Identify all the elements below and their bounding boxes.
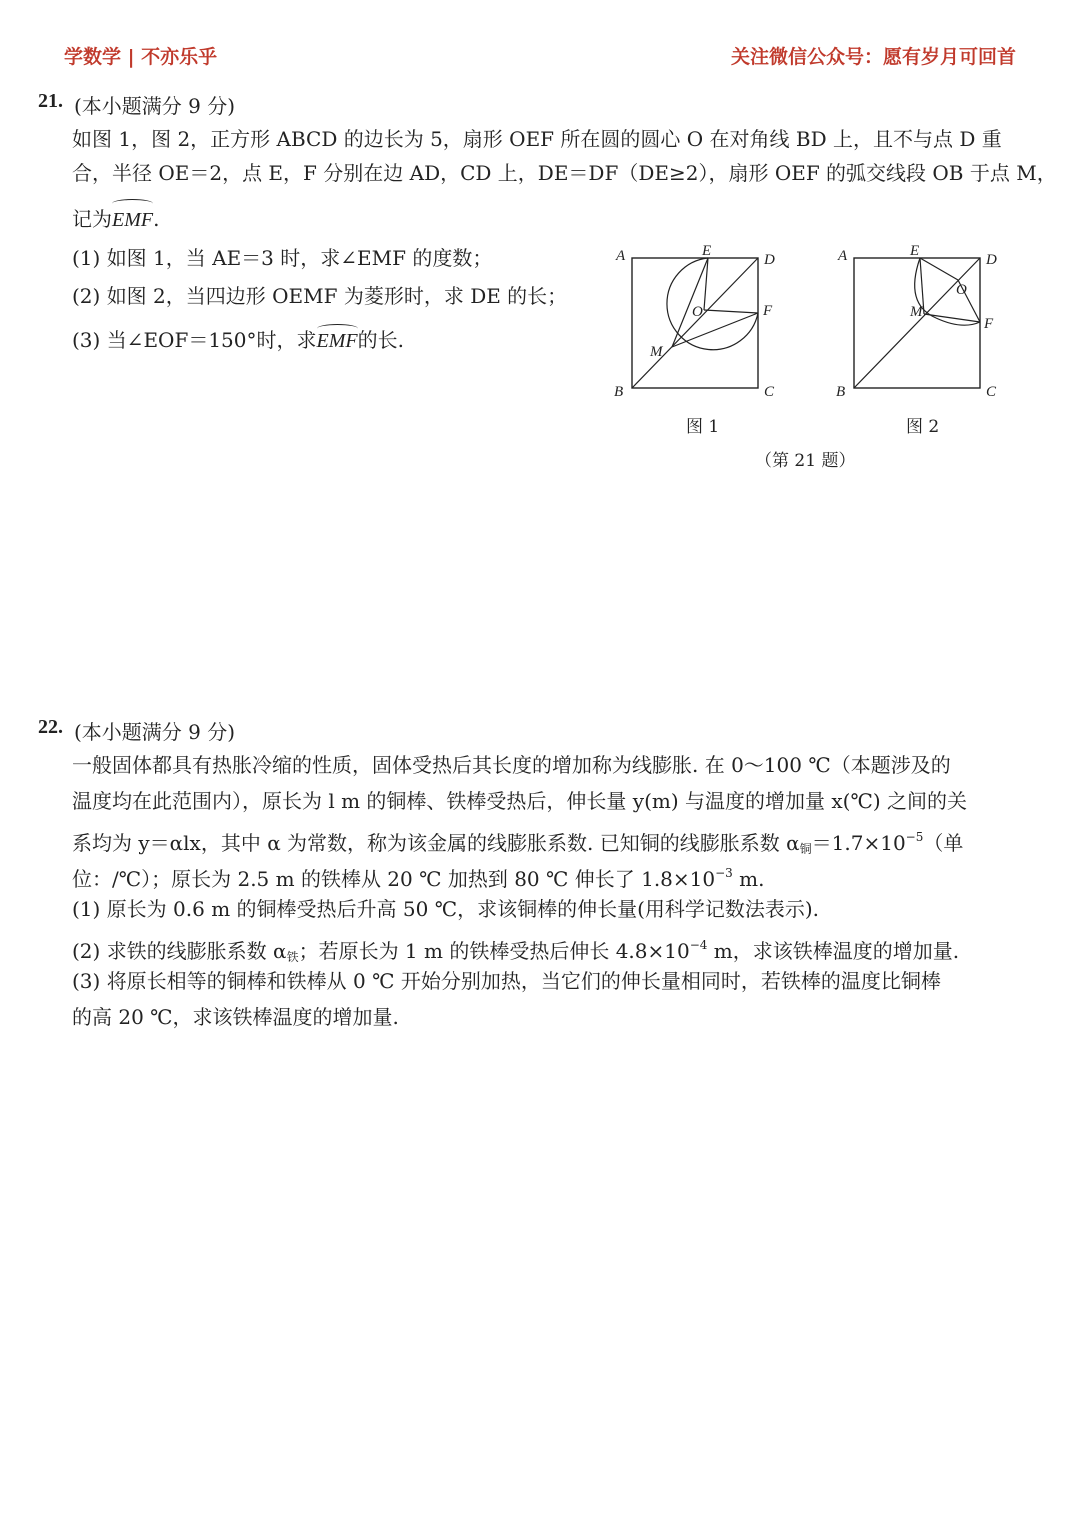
figure-1 bbox=[600, 240, 800, 410]
alpha-iron-subscript: 铁 bbox=[286, 950, 299, 964]
q22-line-4-suffix: m. bbox=[732, 867, 765, 891]
fig1-label-d: D bbox=[764, 252, 775, 268]
fig2-caption: 图 2 bbox=[906, 417, 940, 437]
q21-part-3-prefix: (3) 当∠EOF＝150°时，求 bbox=[72, 328, 317, 352]
q21-line-3 bbox=[72, 204, 159, 235]
q22-line-3-mid: ＝1.7×10 bbox=[811, 831, 906, 855]
q21-line-2: 合，半径 OE＝2，点 E，F 分别在边 AD，CD 上，DE＝DF（DE≥2），扇形 OEF 的弧交线段 OB 于点 M， bbox=[72, 161, 1057, 185]
fig2-side-oe bbox=[920, 258, 958, 280]
exponent-neg5: −5 bbox=[905, 830, 924, 844]
figure-2 bbox=[822, 240, 1022, 410]
fig2-label-d: D bbox=[986, 252, 997, 268]
fig1-segment-me bbox=[672, 258, 708, 347]
fig2-label-f: F bbox=[984, 316, 994, 332]
q22-title: (本小题满分 9 分) bbox=[74, 720, 236, 744]
q22-line-1: 一般固体都具有热胀冷缩的性质，固体受热后其长度的增加称为线膨胀. 在 0～100 ℃（本题涉及的 bbox=[72, 753, 951, 777]
q22-line-4-prefix: 位：/℃）；原长为 2.5 m 的铁棒从 20 ℃ 加热到 80 ℃ 伸长了 1.8×10 bbox=[72, 867, 716, 891]
q21-part-3 bbox=[72, 324, 404, 353]
fig1-segment-mf bbox=[672, 313, 758, 347]
fig1-label-e: E bbox=[702, 243, 712, 259]
fig2-label-e: E bbox=[910, 243, 920, 259]
header-left-title: 学数学 | 不亦乐乎 bbox=[64, 46, 218, 68]
q22-part-2-prefix: (2) 求铁的线膨胀系数 α bbox=[72, 939, 287, 963]
q22-number: 22. bbox=[38, 716, 63, 738]
fig2-diagonal-bd bbox=[854, 258, 980, 388]
q21-figure-caption: （第 21 题） bbox=[755, 451, 856, 471]
fig1-diagonal-bd bbox=[632, 258, 758, 388]
fig1-radius-of bbox=[704, 310, 758, 313]
fig1-caption: 图 1 bbox=[686, 417, 720, 437]
q21-line-3-prefix: 记为 bbox=[72, 207, 112, 231]
q22-part-3-line-2: 的高 20 ℃，求该铁棒温度的增加量. bbox=[72, 1005, 399, 1029]
q21-line-1: 如图 1，图 2，正方形 ABCD 的边长为 5，扇形 OEF 所在圆的圆心 O 在对角线 BD 上，且不与点 D 重 bbox=[72, 127, 1002, 151]
q21-number: 21. bbox=[38, 90, 63, 112]
header-right-promo: 关注微信公众号：愿有岁月可回首 bbox=[730, 46, 1016, 68]
q21-part-2: (2) 如图 2，当四边形 OEMF 为菱形时，求 DE 的长； bbox=[72, 284, 568, 308]
alpha-copper-subscript: 铜 bbox=[799, 842, 812, 856]
exponent-neg4: −4 bbox=[689, 938, 708, 952]
q22-part-1: (1) 原长为 0.6 m 的铜棒受热后升高 50 ℃，求该铜棒的伸长量(用科学记数法表示). bbox=[72, 897, 820, 921]
arc-emf-symbol: EMF bbox=[316, 330, 358, 352]
fig2-side-mf bbox=[924, 314, 980, 322]
fig1-label-b: B bbox=[614, 384, 624, 400]
fig2-label-a: A bbox=[838, 248, 848, 264]
q22-part-2-mid: ；若原长为 1 m 的铁棒受热后伸长 4.8×10 bbox=[298, 939, 690, 963]
q22-part-3-line-1: (3) 将原长相等的铜棒和铁棒从 0 ℃ 开始分别加热，当它们的伸长量相同时，若铁棒的温度比铜棒 bbox=[72, 969, 941, 993]
exponent-neg3: −3 bbox=[715, 866, 733, 880]
fig2-label-m: M bbox=[910, 304, 923, 320]
q22-line-3-suffix: （单 bbox=[923, 831, 964, 855]
q21-part-3-suffix: 的长. bbox=[357, 328, 404, 352]
fig2-label-o: O bbox=[956, 282, 967, 298]
fig1-label-c: C bbox=[764, 384, 775, 400]
fig2-label-c: C bbox=[986, 384, 997, 400]
fig1-label-o: O bbox=[692, 304, 703, 320]
fig1-label-f: F bbox=[763, 303, 773, 319]
q22-line-3-prefix: 系均为 y＝αlx，其中 α 为常数，称为该金属的线膨胀系数. 已知铜的线膨胀系数 α bbox=[72, 831, 800, 855]
q21-title: (本小题满分 9 分) bbox=[74, 94, 236, 118]
q22-line-4 bbox=[72, 858, 765, 894]
q22-part-2-suffix: m，求该铁棒温度的增加量. bbox=[707, 939, 960, 963]
fig1-label-m: M bbox=[650, 344, 663, 360]
q22-line-2: 温度均在此范围内），原长为 l m 的铜棒、铁棒受热后，伸长量 y(m) 与温度的增加量 x(℃) 之间的关 bbox=[72, 789, 967, 813]
arc-emf-symbol: EMF bbox=[112, 205, 153, 235]
fig2-label-b: B bbox=[836, 384, 846, 400]
fig1-label-a: A bbox=[616, 248, 626, 264]
q21-line-3-suffix: . bbox=[153, 207, 160, 231]
q21-part-1: (1) 如图 1，当 AE＝3 时，求∠EMF 的度数； bbox=[72, 246, 493, 270]
